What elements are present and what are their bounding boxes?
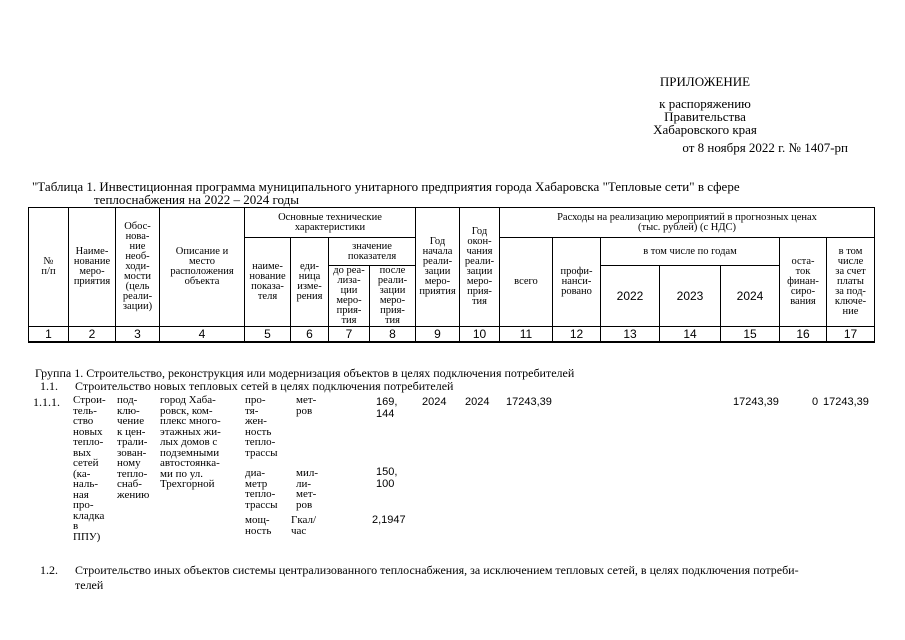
header-col4: Описание и место расположения объекта bbox=[160, 208, 245, 327]
section-1-1-number: 1.1. bbox=[40, 379, 58, 393]
row-1-1-1-indicator-diameter: диа- метр тепло- трассы bbox=[245, 467, 278, 511]
row-1-1-1-after-length: 169, 144 bbox=[376, 396, 398, 420]
column-number: 6 bbox=[291, 327, 329, 343]
column-number: 4 bbox=[160, 327, 245, 343]
column-number: 3 bbox=[116, 327, 160, 343]
column-number: 17 bbox=[827, 327, 875, 343]
header-col2: Наиме- нование меро- приятия bbox=[69, 208, 116, 327]
row-1-1-1-rationale: под- клю- чение к цен- трали- зован- ному тепло- снаб- жению bbox=[117, 394, 150, 501]
header-tech-before: до реа- лиза- ции меро- прия- тия bbox=[329, 266, 370, 327]
row-1-1-1-after-diameter: 150, 100 bbox=[376, 466, 398, 490]
column-number: 9 bbox=[416, 327, 460, 343]
header-end-year: Год окон- чания реали- зации меро- прия- тия bbox=[460, 208, 500, 327]
header-start-year: Год начала реали- зации меро- приятия bbox=[416, 208, 460, 327]
column-number: 10 bbox=[460, 327, 500, 343]
column-number: 16 bbox=[780, 327, 827, 343]
column-number: 7 bbox=[329, 327, 370, 343]
appendix-date: от 8 ноября 2022 г. № 1407-рп bbox=[682, 140, 848, 155]
column-number: 2 bbox=[69, 327, 116, 343]
header-expenses: Расходы на реализацию мероприятий в прогнозных ценах (тыс. рублей) (с НДС) bbox=[500, 208, 875, 238]
row-1-1-1-year-2024: 17243,39 bbox=[733, 396, 779, 408]
header-tech-name: наиме- нование показа- теля bbox=[245, 238, 291, 327]
row-1-1-1-indicator-length: про- тя- жен- ность тепло- трассы bbox=[245, 394, 278, 459]
row-1-1-1-description: город Хаба- ровск, ком- плекс много- этажных жи- лых домов с подземными автостоянка- ми по ул. Трехгорной bbox=[160, 394, 221, 490]
column-number: 15 bbox=[721, 327, 780, 343]
appendix-order-line: Хабаровского края bbox=[653, 122, 757, 137]
row-1-1-1-after-power: 2,1947 bbox=[372, 514, 406, 526]
table-caption-line2: теплоснабжения на 2022 – 2024 годы bbox=[94, 192, 299, 207]
header-tech-after: после реали- зации меро- прия- тия bbox=[370, 266, 416, 327]
column-number: 11 bbox=[500, 327, 553, 343]
table-caption bbox=[32, 180, 877, 206]
group-heading: Группа 1. Строительство, реконструкция или модернизация объектов в целях подключения потребителей bbox=[35, 366, 575, 380]
header-col1: № п/п bbox=[29, 208, 69, 327]
column-number: 5 bbox=[245, 327, 291, 343]
row-1-1-1-name: Строи- тель- ство новых тепло- вых сетей (ка- наль- ная про- кладка в ППУ) bbox=[73, 394, 106, 543]
header-tech: Основные технические характеристики bbox=[245, 208, 416, 238]
header-col3: Обос- нова- ние необ- ходи- мости (цель реали- зации) bbox=[116, 208, 160, 327]
row-1-1-1-unit-power: Гкал/ час bbox=[291, 514, 317, 537]
row-1-1-1-start-year: 2024 bbox=[422, 396, 447, 408]
section-1-1-title: Строительство новых тепловых сетей в целях подключения потребителей bbox=[75, 379, 454, 393]
header-tech-unit: еди- ница изме- рения bbox=[291, 238, 329, 327]
appendix-order-line: Правительства bbox=[664, 109, 746, 124]
section-1-2-line1: Строительство иных объектов системы централизованного теплоснабжения, за исключением тепловых сетей, в целях подключения потреби- bbox=[75, 563, 799, 577]
appendix-title: ПРИЛОЖЕНИЕ bbox=[659, 74, 751, 89]
row-1-1-1-indicator-power: мощ- ность bbox=[245, 514, 272, 537]
header-year-2024: 2024 bbox=[721, 266, 780, 327]
header-by-years: в том числе по годам bbox=[601, 238, 780, 266]
row-1-1-1-unit-diameter: мил- ли- мет- ров bbox=[296, 467, 318, 511]
header-tech-value: значение показателя bbox=[329, 238, 416, 266]
table-header bbox=[28, 207, 875, 343]
row-1-1-1-number: 1.1.1. bbox=[33, 395, 60, 409]
column-number: 14 bbox=[660, 327, 721, 343]
row-1-1-1-remainder: 0 bbox=[812, 396, 819, 408]
header-year-2022: 2022 bbox=[601, 266, 660, 327]
section-1-2-line2: телей bbox=[75, 578, 104, 592]
header-incl-fee: в том числе за счет платы за под- ключе- ние bbox=[827, 238, 875, 327]
header-year-2023: 2023 bbox=[660, 266, 721, 327]
row-1-1-1-incl-fee: 17243,39 bbox=[823, 396, 869, 408]
appendix-order-line: к распоряжению bbox=[659, 96, 751, 111]
column-number: 13 bbox=[601, 327, 660, 343]
row-1-1-1-end-year: 2024 bbox=[465, 396, 490, 408]
row-1-1-1-total: 17243,39 bbox=[506, 396, 552, 408]
column-number: 12 bbox=[553, 327, 601, 343]
header-financed: профи- нанси- ровано bbox=[553, 238, 601, 327]
header-remainder: оста- ток финан- сиро- вания bbox=[780, 238, 827, 327]
section-1-2-number: 1.2. bbox=[40, 563, 58, 577]
column-number: 8 bbox=[370, 327, 416, 343]
header-total: всего bbox=[500, 238, 553, 327]
column-number: 1 bbox=[29, 327, 69, 343]
appendix-order bbox=[560, 97, 850, 136]
table-caption-line1: "Таблица 1. Инвестиционная программа муниципального унитарного предприятия города Хабаровска "Тепловые сети" в сфере bbox=[32, 179, 740, 194]
row-1-1-1-unit-length: мет- ров bbox=[296, 394, 317, 417]
